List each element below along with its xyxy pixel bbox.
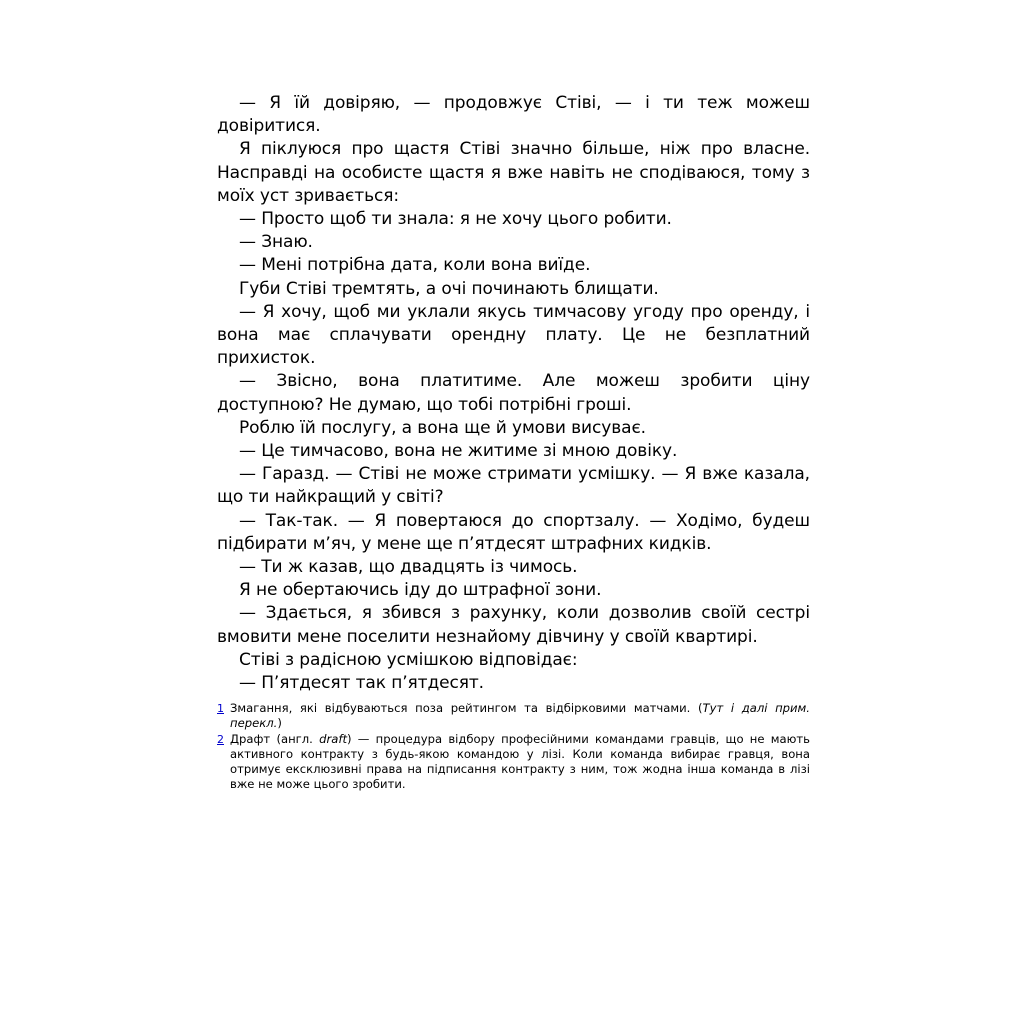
paragraph: Я піклуюся про щастя Стіві значно більше, ніж про власне. Насправді на особисте щастя я вже навіть не сподіваюся, тому з моїх уст зривається: bbox=[217, 139, 810, 206]
footnote-text-pre: Змагання, які відбуваються поза рейтингом та відбірковими матчами. ( bbox=[230, 701, 703, 716]
paragraph: Губи Стіві тремтять, а очі починають блищати. bbox=[239, 278, 659, 299]
footnote bbox=[217, 701, 810, 731]
footnote bbox=[217, 732, 810, 793]
footnote-text bbox=[230, 701, 810, 730]
footnotes-section bbox=[217, 701, 810, 792]
paragraph: — Звісно, вона платитиме. Але можеш зробити ціну доступною? Не думаю, що тобі потрібні гроші. bbox=[217, 371, 810, 415]
footnote-text-post: ) — процедура відбору професійними командами гравців, що не мають активного контракту з будь-якою командою у лізі. Коли команда вибирає гравця, вона отримує ексклюзивні права на підписання контракту з ним, тож жодна інша команда в лізі вже не може цього зробити. bbox=[230, 731, 810, 792]
text-block bbox=[217, 92, 810, 793]
footnote-text-pre: Драфт (англ. bbox=[230, 731, 320, 746]
paragraph: Стіві з радісною усмішкою відповідає: bbox=[239, 649, 578, 670]
paragraph: — Здається, я збився з рахунку, коли дозволив своїй сестрі вмовити мене поселити незнайому дівчину у своїй квартирі. bbox=[217, 603, 810, 647]
paragraph: — Так-так. — Я повертаюся до спортзалу. — Ходімо, будеш підбирати м’яч, у мене ще п’ятдесят штрафних кидків. bbox=[217, 510, 810, 554]
footnote-marker-link[interactable]: 1 bbox=[217, 702, 224, 716]
paragraph: — Я їй довіряю, — продовжує Стіві, — і ти теж можеш довіритися. bbox=[217, 93, 810, 137]
footnote-text bbox=[230, 732, 810, 792]
paragraph: — Ти ж казав, що двадцять із чимось. bbox=[239, 557, 578, 578]
paragraph: — Я хочу, щоб ми уклали якусь тимчасову угоду про оренду, і вона має сплачувати орендну плату. Це не безплатний прихисток. bbox=[217, 301, 810, 369]
footnote-text-italic: draft bbox=[319, 731, 347, 746]
paragraph: — П’ятдесят так п’ятдесят. bbox=[239, 673, 484, 694]
footnote-marker-link[interactable]: 2 bbox=[217, 732, 224, 746]
paragraph: — Знаю. bbox=[239, 232, 313, 253]
paragraph: — Просто щоб ти знала: я не хочу цього робити. bbox=[239, 209, 672, 230]
paragraph: — Це тимчасово, вона не житиме зі мною довіку. bbox=[239, 441, 678, 462]
paragraph: — Мені потрібна дата, коли вона виїде. bbox=[239, 255, 591, 276]
footnote-text-italic: Тут і далі прим. перекл. bbox=[230, 701, 810, 731]
paragraph: — Гаразд. — Стіві не може стримати усмішку. — Я вже казала, що ти найкращий у світі? bbox=[217, 464, 810, 508]
footnote-text-post: ) bbox=[277, 716, 282, 731]
paragraph: Роблю їй послугу, а вона ще й умови висуває. bbox=[239, 417, 646, 438]
paragraph: Я не обертаючись іду до штрафної зони. bbox=[239, 580, 602, 601]
